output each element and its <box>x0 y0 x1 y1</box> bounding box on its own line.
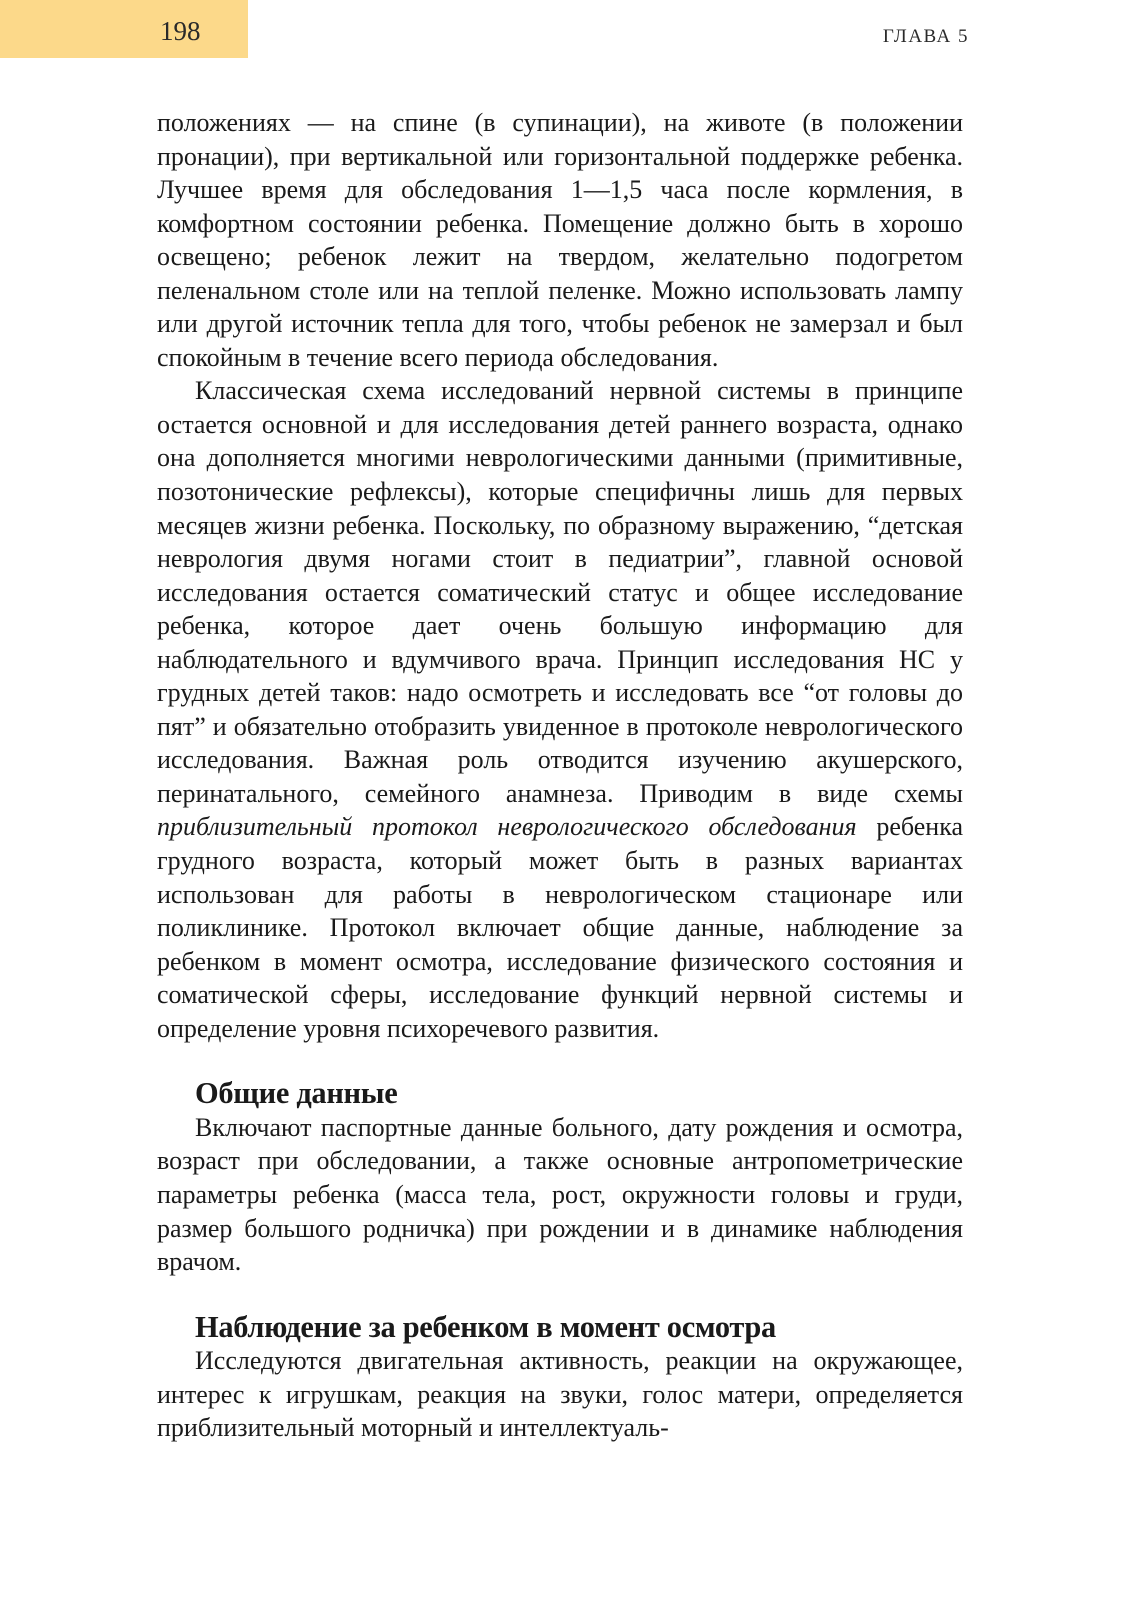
section-spacer <box>157 1279 963 1311</box>
paragraph-text-start: Классическая схема исследований нервной системы в принципе остается основной и для исследования детей раннего возраста, однако она дополняется многими неврологическими данными (примитивные, позотонические рефлексы), которые специфичны лишь для первых месяцев жизни ребенка. Поскольку, по образному выражению, “детская неврология двумя ногами стоит в педиатрии”, главной основой исследования остается соматический статус и общее исследование ребенка, которое дает очень большую информацию для наблюдательного и вдумчивого врача. Принцип исследования НС у грудных детей таков: надо осмотреть и исследовать все “от головы до пят” и обязательно отобразить увиденное в протоколе неврологического исследования. Важная роль отводится изучению акушерского, перинатального, семейного анамнеза. Приводим в виде схемы <box>157 376 963 808</box>
chapter-label: ГЛАВА 5 <box>882 26 969 47</box>
section-spacer <box>157 1045 963 1077</box>
protocol-emphasis: приблизительный протокол неврологического обследования <box>157 812 857 842</box>
page-number-tab <box>0 0 248 58</box>
paragraph-examination-conditions: положениях — на спине (в супинации), на животе (в положении пронации), при вертикальной или горизонтальной поддержке ребенка. Лучшее время для обследования 1—1,5 часа после кормления, в комфортном состоянии ребенка. Помещение должно быть в хорошо освещено; ребенок лежит на твердом, желательно подогретом пеленальном столе или на теплой пеленке. Можно использовать лампу или другой источник тепла для того, чтобы ребенок не замерзал и был спокойным в течение всего периода обследования. <box>157 108 963 372</box>
text-column <box>157 106 963 1445</box>
section-heading-general-data: Общие данные <box>195 1076 398 1111</box>
section-heading-observation: Наблюдение за ребенком в момент осмотра <box>195 1309 776 1344</box>
paragraph-text-end: ребенка грудного возраста, который может быть в разных вариантах использован для работы в неврологическом стационаре или поликлинике. Протокол включает общие данные, наблюдение за ребенком в момент осмотра, исследование физического состояния и соматической сферы, исследование функций нервной системы и определение уровня психоречевого развития. <box>157 812 963 1043</box>
paragraph-observation: Исследуются двигательная активность, реакции на окружающее, интерес к игрушкам, реакция на звуки, голос матери, определяется приблизительный моторный и интеллектуаль- <box>157 1346 963 1443</box>
paragraph-examination-scheme <box>157 374 963 1045</box>
page-number: 198 <box>160 16 201 46</box>
paragraph-general-data: Включают паспортные данные больного, дату рождения и осмотра, возраст при обследовании, а также основные антропометрические параметры ребенка (масса тела, рост, окружности головы и груди, размер большого родничка) при рождении и в динамике наблюдения врачом. <box>157 1112 963 1277</box>
